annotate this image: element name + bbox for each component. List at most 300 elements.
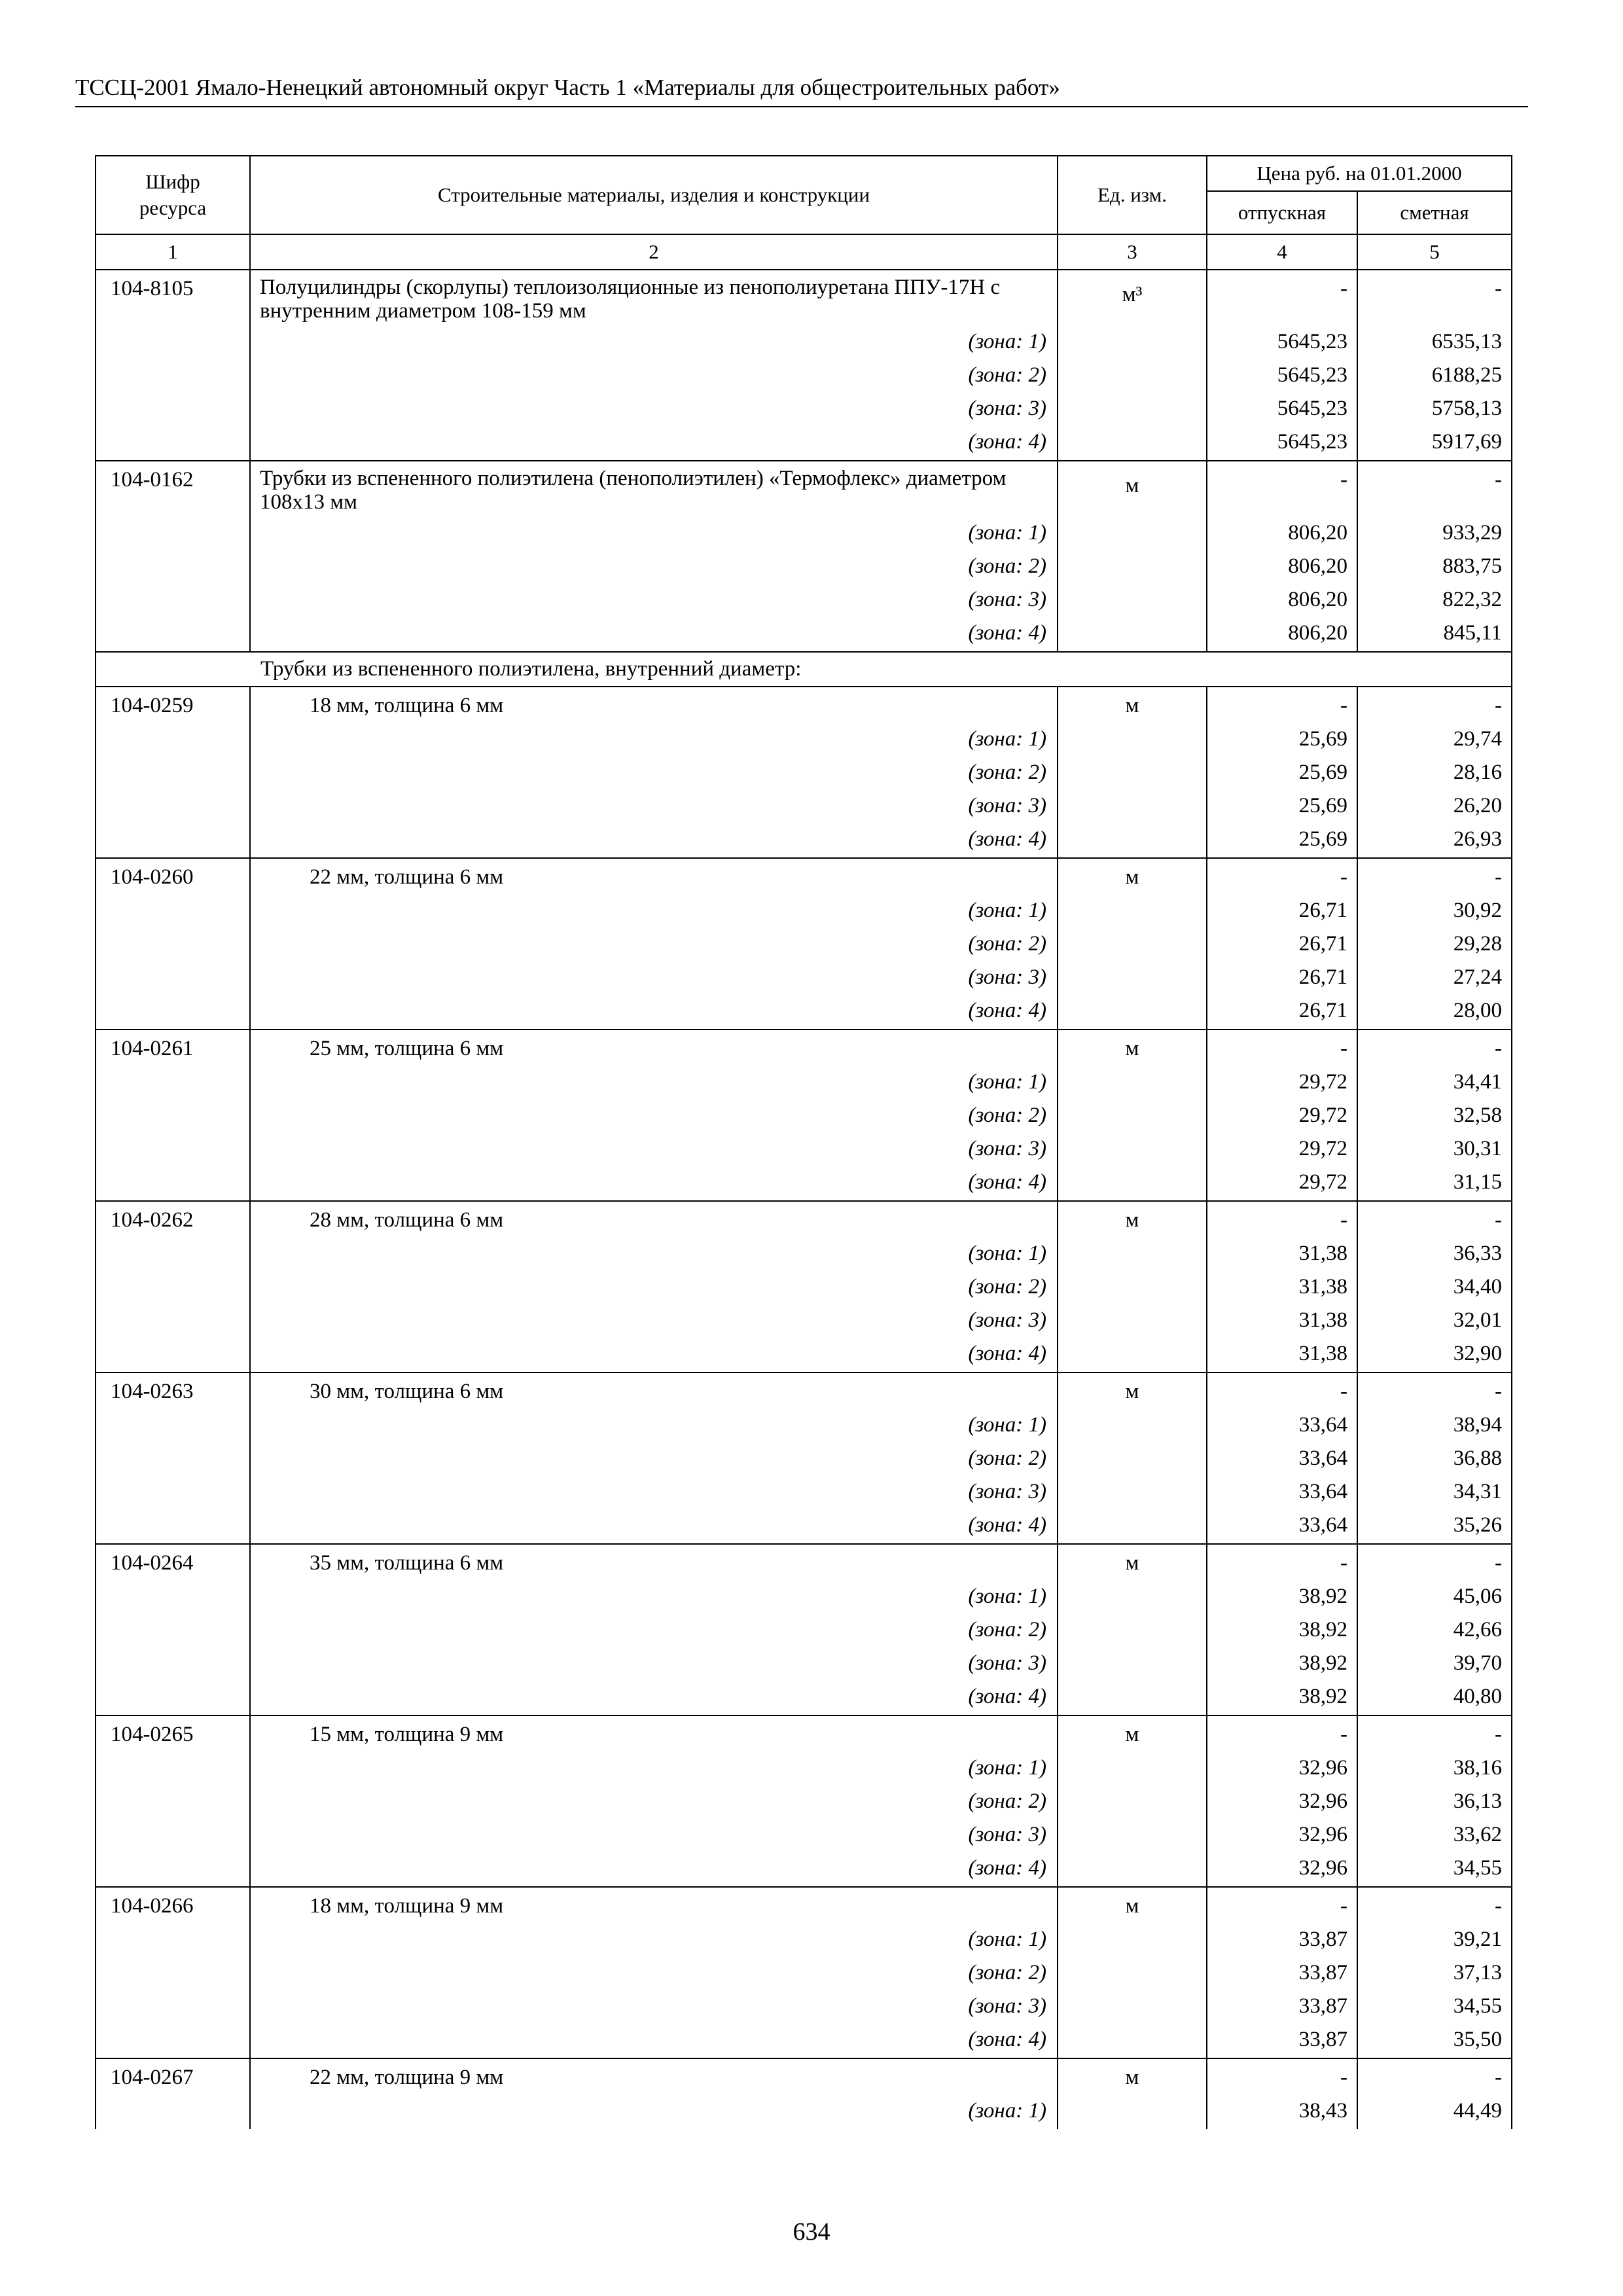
empty-unit-cell <box>1058 1613 1207 1647</box>
material-name: 22 мм, толщина 9 мм <box>250 2058 1058 2094</box>
zone-label: (зона: 1) <box>250 1751 1058 1785</box>
material-name: 22 мм, толщина 6 мм <box>250 858 1058 894</box>
empty-code-cell <box>96 1990 250 2023</box>
release-price: 5645,23 <box>1207 425 1357 461</box>
empty-code-cell <box>96 1475 250 1509</box>
table-row <box>96 1544 1512 1580</box>
empty-unit-cell <box>1058 961 1207 994</box>
table-header <box>96 156 1512 270</box>
group-heading-row <box>96 652 1512 687</box>
resource-code: 104-0265 <box>96 1715 250 1751</box>
zone-row <box>96 1580 1512 1613</box>
release-price: 806,20 <box>1207 516 1357 550</box>
release-price-dash: - <box>1207 2058 1357 2094</box>
empty-unit-cell <box>1058 1066 1207 1099</box>
empty-unit-cell <box>1058 1818 1207 1852</box>
estimate-price: 26,20 <box>1357 789 1512 823</box>
empty-unit-cell <box>1058 1337 1207 1372</box>
zone-row <box>96 1785 1512 1818</box>
zone-row <box>96 1270 1512 1304</box>
zone-row <box>96 1818 1512 1852</box>
estimate-price-dash: - <box>1357 270 1512 325</box>
release-price: 806,20 <box>1207 583 1357 617</box>
empty-code-cell <box>96 1613 250 1647</box>
estimate-price: 35,26 <box>1357 1509 1512 1544</box>
zone-row <box>96 1509 1512 1544</box>
zone-row <box>96 1956 1512 1990</box>
estimate-price-dash: - <box>1357 687 1512 723</box>
estimate-price: 28,00 <box>1357 994 1512 1030</box>
release-price: 32,96 <box>1207 1818 1357 1852</box>
zone-row <box>96 550 1512 583</box>
empty-unit-cell <box>1058 359 1207 392</box>
empty-unit-cell <box>1058 994 1207 1030</box>
empty-unit-cell <box>1058 1166 1207 1201</box>
zone-label: (зона: 1) <box>250 894 1058 927</box>
estimate-price-dash: - <box>1357 1544 1512 1580</box>
unit-of-measure: м <box>1058 1201 1207 1237</box>
zone-row <box>96 1475 1512 1509</box>
release-price-dash: - <box>1207 1715 1357 1751</box>
empty-unit-cell <box>1058 1237 1207 1270</box>
empty-unit-cell <box>1058 583 1207 617</box>
release-price: 32,96 <box>1207 1852 1357 1887</box>
empty-code-cell <box>96 1647 250 1680</box>
material-name: Трубки из вспененного полиэтилена (пенополиэтилен) «Термофлекс» диаметром 108х13 мм <box>250 461 1058 516</box>
unit-of-measure: м³ <box>1058 270 1207 325</box>
zone-label: (зона: 1) <box>250 2094 1058 2129</box>
empty-unit-cell <box>1058 2023 1207 2058</box>
zone-label: (зона: 2) <box>250 1785 1058 1818</box>
zone-row <box>96 325 1512 359</box>
empty-code-cell <box>96 1751 250 1785</box>
empty-unit-cell <box>1058 756 1207 789</box>
empty-unit-cell <box>1058 516 1207 550</box>
zone-label: (зона: 4) <box>250 2023 1058 2058</box>
unit-of-measure: м <box>1058 2058 1207 2094</box>
zone-label: (зона: 4) <box>250 617 1058 652</box>
empty-code-cell <box>96 1408 250 1442</box>
unit-of-measure: м <box>1058 1372 1207 1408</box>
estimate-price-dash: - <box>1357 461 1512 516</box>
zone-label: (зона: 4) <box>250 1337 1058 1372</box>
estimate-price: 34,55 <box>1357 1852 1512 1887</box>
estimate-price: 26,93 <box>1357 823 1512 858</box>
col-price-group-header: Цена руб. на 01.01.2000 <box>1207 156 1512 191</box>
empty-code-cell <box>96 1237 250 1270</box>
zone-row <box>96 617 1512 652</box>
zone-row <box>96 1132 1512 1166</box>
empty-code-cell <box>96 894 250 927</box>
empty-code-cell <box>96 359 250 392</box>
estimate-price-dash: - <box>1357 858 1512 894</box>
unit-of-measure: м <box>1058 687 1207 723</box>
release-price: 25,69 <box>1207 789 1357 823</box>
release-price: 33,64 <box>1207 1442 1357 1475</box>
release-price: 38,92 <box>1207 1580 1357 1613</box>
empty-unit-cell <box>1058 927 1207 961</box>
estimate-price: 36,33 <box>1357 1237 1512 1270</box>
estimate-price: 35,50 <box>1357 2023 1512 2058</box>
zone-label: (зона: 2) <box>250 550 1058 583</box>
table-row <box>96 461 1512 516</box>
zone-row <box>96 1442 1512 1475</box>
empty-code-cell <box>96 1956 250 1990</box>
estimate-price: 28,16 <box>1357 756 1512 789</box>
empty-unit-cell <box>1058 1408 1207 1442</box>
zone-label: (зона: 1) <box>250 325 1058 359</box>
estimate-price-dash: - <box>1357 2058 1512 2094</box>
table-row <box>96 2058 1512 2094</box>
empty-unit-cell <box>1058 1580 1207 1613</box>
zone-row <box>96 789 1512 823</box>
empty-code-cell <box>96 1852 250 1887</box>
release-price-dash: - <box>1207 461 1357 516</box>
table-row <box>96 1715 1512 1751</box>
zone-label: (зона: 3) <box>250 1818 1058 1852</box>
resource-code: 104-0264 <box>96 1544 250 1580</box>
empty-unit-cell <box>1058 1852 1207 1887</box>
zone-row <box>96 961 1512 994</box>
empty-code-cell <box>96 2094 250 2129</box>
empty-code-cell <box>96 1337 250 1372</box>
empty-code-cell <box>96 392 250 425</box>
zone-row <box>96 894 1512 927</box>
col-code-header: Шифр ресурса <box>96 156 250 234</box>
empty-code-cell <box>96 789 250 823</box>
zone-row <box>96 2094 1512 2129</box>
empty-code-cell <box>96 516 250 550</box>
material-name: 18 мм, толщина 6 мм <box>250 687 1058 723</box>
release-price: 31,38 <box>1207 1270 1357 1304</box>
zone-label: (зона: 2) <box>250 359 1058 392</box>
empty-unit-cell <box>1058 1132 1207 1166</box>
release-price: 38,92 <box>1207 1613 1357 1647</box>
release-price: 33,64 <box>1207 1509 1357 1544</box>
zone-label: (зона: 1) <box>250 1066 1058 1099</box>
estimate-price: 822,32 <box>1357 583 1512 617</box>
release-price: 29,72 <box>1207 1099 1357 1132</box>
empty-unit-cell <box>1058 1270 1207 1304</box>
resource-code: 104-0162 <box>96 461 250 516</box>
release-price: 5645,23 <box>1207 392 1357 425</box>
zone-row <box>96 1680 1512 1715</box>
empty-code-cell <box>96 994 250 1030</box>
release-price: 26,71 <box>1207 994 1357 1030</box>
empty-unit-cell <box>1058 1442 1207 1475</box>
zone-label: (зона: 1) <box>250 1923 1058 1956</box>
zone-row <box>96 1613 1512 1647</box>
zone-label: (зона: 3) <box>250 392 1058 425</box>
zone-label: (зона: 1) <box>250 516 1058 550</box>
empty-code-cell <box>96 2023 250 2058</box>
resource-code: 104-0261 <box>96 1030 250 1066</box>
empty-unit-cell <box>1058 425 1207 461</box>
zone-label: (зона: 4) <box>250 1852 1058 1887</box>
estimate-price: 29,28 <box>1357 927 1512 961</box>
estimate-price: 29,74 <box>1357 723 1512 756</box>
estimate-price: 42,66 <box>1357 1613 1512 1647</box>
empty-code-cell <box>96 1680 250 1715</box>
table-row <box>96 858 1512 894</box>
release-price: 33,64 <box>1207 1475 1357 1509</box>
resource-code: 104-0267 <box>96 2058 250 2094</box>
zone-label: (зона: 4) <box>250 425 1058 461</box>
table-row <box>96 1201 1512 1237</box>
empty-code-cell <box>96 617 250 652</box>
zone-label: (зона: 3) <box>250 1475 1058 1509</box>
release-price: 806,20 <box>1207 550 1357 583</box>
zone-label: (зона: 2) <box>250 1956 1058 1990</box>
table-row <box>96 1887 1512 1923</box>
empty-code-cell <box>96 927 250 961</box>
empty-unit-cell <box>1058 1509 1207 1544</box>
empty-unit-cell <box>1058 1751 1207 1785</box>
resource-code: 104-8105 <box>96 270 250 325</box>
release-price: 38,92 <box>1207 1680 1357 1715</box>
empty-unit-cell <box>1058 1923 1207 1956</box>
unit-of-measure: м <box>1058 1030 1207 1066</box>
zone-row <box>96 425 1512 461</box>
empty-unit-cell <box>1058 392 1207 425</box>
zone-label: (зона: 4) <box>250 1680 1058 1715</box>
unit-of-measure: м <box>1058 1887 1207 1923</box>
empty-code-cell <box>96 1066 250 1099</box>
zone-row <box>96 823 1512 858</box>
empty-code-cell <box>96 756 250 789</box>
zone-row <box>96 1337 1512 1372</box>
estimate-price: 38,94 <box>1357 1408 1512 1442</box>
release-price: 31,38 <box>1207 1304 1357 1337</box>
table-body <box>96 270 1512 2129</box>
empty-code-cell <box>96 1580 250 1613</box>
release-price: 33,64 <box>1207 1408 1357 1442</box>
empty-unit-cell <box>1058 823 1207 858</box>
release-price: 33,87 <box>1207 1990 1357 2023</box>
zone-row <box>96 1990 1512 2023</box>
release-price-dash: - <box>1207 687 1357 723</box>
zone-label: (зона: 3) <box>250 1990 1058 2023</box>
estimate-price-dash: - <box>1357 1030 1512 1066</box>
zone-row <box>96 1304 1512 1337</box>
estimate-price-dash: - <box>1357 1715 1512 1751</box>
unit-of-measure: м <box>1058 1544 1207 1580</box>
empty-unit-cell <box>1058 550 1207 583</box>
zone-row <box>96 1099 1512 1132</box>
unit-of-measure: м <box>1058 461 1207 516</box>
zone-row <box>96 1923 1512 1956</box>
estimate-price-dash: - <box>1357 1201 1512 1237</box>
empty-unit-cell <box>1058 325 1207 359</box>
release-price-dash: - <box>1207 1030 1357 1066</box>
release-price: 38,92 <box>1207 1647 1357 1680</box>
group-heading: Трубки из вспененного полиэтилена, внутренний диаметр: <box>96 652 1512 687</box>
estimate-price: 39,70 <box>1357 1647 1512 1680</box>
zone-label: (зона: 4) <box>250 1166 1058 1201</box>
zone-row <box>96 583 1512 617</box>
empty-code-cell <box>96 1166 250 1201</box>
table-row <box>96 687 1512 723</box>
page-number: 634 <box>793 2218 830 2246</box>
estimate-price: 34,55 <box>1357 1990 1512 2023</box>
zone-row <box>96 756 1512 789</box>
empty-unit-cell <box>1058 1647 1207 1680</box>
empty-code-cell <box>96 1099 250 1132</box>
estimate-price-dash: - <box>1357 1887 1512 1923</box>
material-name: 30 мм, толщина 6 мм <box>250 1372 1058 1408</box>
empty-code-cell <box>96 425 250 461</box>
empty-unit-cell <box>1058 2094 1207 2129</box>
estimate-price: 27,24 <box>1357 961 1512 994</box>
zone-label: (зона: 1) <box>250 1408 1058 1442</box>
empty-code-cell <box>96 1923 250 1956</box>
estimate-price: 32,01 <box>1357 1304 1512 1337</box>
empty-unit-cell <box>1058 723 1207 756</box>
release-price: 5645,23 <box>1207 359 1357 392</box>
col-unit-header: Ед. изм. <box>1058 156 1207 234</box>
running-header: ТССЦ-2001 Ямало-Ненецкий автономный округ Часть 1 «Материалы для общестроительных работ» <box>75 73 1528 107</box>
estimate-price: 32,90 <box>1357 1337 1512 1372</box>
col-number-3: 3 <box>1058 234 1207 270</box>
release-price: 29,72 <box>1207 1166 1357 1201</box>
col-estimate-price-header: сметная <box>1357 191 1512 234</box>
zone-row <box>96 927 1512 961</box>
zone-label: (зона: 3) <box>250 1132 1058 1166</box>
empty-code-cell <box>96 1818 250 1852</box>
zone-label: (зона: 3) <box>250 1647 1058 1680</box>
col-release-price-header: отпускная <box>1207 191 1357 234</box>
empty-code-cell <box>96 1270 250 1304</box>
zone-label: (зона: 1) <box>250 723 1058 756</box>
empty-unit-cell <box>1058 1956 1207 1990</box>
zone-label: (зона: 2) <box>250 1099 1058 1132</box>
release-price: 33,87 <box>1207 1923 1357 1956</box>
material-name: 25 мм, толщина 6 мм <box>250 1030 1058 1066</box>
zone-row <box>96 392 1512 425</box>
estimate-price: 34,31 <box>1357 1475 1512 1509</box>
release-price: 32,96 <box>1207 1751 1357 1785</box>
estimate-price: 44,49 <box>1357 2094 1512 2129</box>
table-row <box>96 1030 1512 1066</box>
resource-code: 104-0263 <box>96 1372 250 1408</box>
estimate-price: 37,13 <box>1357 1956 1512 1990</box>
empty-code-cell <box>96 823 250 858</box>
release-price: 31,38 <box>1207 1337 1357 1372</box>
estimate-price: 30,31 <box>1357 1132 1512 1166</box>
release-price: 25,69 <box>1207 756 1357 789</box>
col-name-header: Строительные материалы, изделия и конструкции <box>250 156 1058 234</box>
zone-label: (зона: 3) <box>250 1304 1058 1337</box>
material-name: Полуцилиндры (скорлупы) теплоизоляционные из пенополиуретана ППУ-17Н с внутренним диаметром 108-159 мм <box>250 270 1058 325</box>
estimate-price: 5758,13 <box>1357 392 1512 425</box>
table-row <box>96 270 1512 325</box>
empty-unit-cell <box>1058 789 1207 823</box>
zone-row <box>96 1647 1512 1680</box>
estimate-price: 38,16 <box>1357 1751 1512 1785</box>
zone-row <box>96 359 1512 392</box>
zone-label: (зона: 3) <box>250 583 1058 617</box>
release-price-dash: - <box>1207 1887 1357 1923</box>
estimate-price: 36,88 <box>1357 1442 1512 1475</box>
zone-label: (зона: 3) <box>250 789 1058 823</box>
zone-row <box>96 1166 1512 1201</box>
table-row <box>96 1372 1512 1408</box>
empty-unit-cell <box>1058 1475 1207 1509</box>
estimate-price: 933,29 <box>1357 516 1512 550</box>
zone-row <box>96 994 1512 1030</box>
price-table <box>95 155 1512 2129</box>
release-price-dash: - <box>1207 270 1357 325</box>
estimate-price: 6188,25 <box>1357 359 1512 392</box>
zone-label: (зона: 3) <box>250 961 1058 994</box>
estimate-price: 6535,13 <box>1357 325 1512 359</box>
empty-unit-cell <box>1058 1990 1207 2023</box>
resource-code: 104-0260 <box>96 858 250 894</box>
zone-label: (зона: 4) <box>250 994 1058 1030</box>
resource-code: 104-0262 <box>96 1201 250 1237</box>
estimate-price-dash: - <box>1357 1372 1512 1408</box>
unit-of-measure: м <box>1058 1715 1207 1751</box>
zone-label: (зона: 2) <box>250 927 1058 961</box>
zone-row <box>96 516 1512 550</box>
zone-label: (зона: 1) <box>250 1237 1058 1270</box>
empty-code-cell <box>96 583 250 617</box>
zone-row <box>96 1066 1512 1099</box>
empty-code-cell <box>96 550 250 583</box>
empty-code-cell <box>96 325 250 359</box>
zone-label: (зона: 2) <box>250 1442 1058 1475</box>
release-price: 25,69 <box>1207 823 1357 858</box>
release-price: 26,71 <box>1207 927 1357 961</box>
estimate-price: 845,11 <box>1357 617 1512 652</box>
zone-label: (зона: 2) <box>250 1613 1058 1647</box>
empty-code-cell <box>96 723 250 756</box>
release-price: 31,38 <box>1207 1237 1357 1270</box>
estimate-price: 883,75 <box>1357 550 1512 583</box>
empty-unit-cell <box>1058 1680 1207 1715</box>
resource-code: 104-0266 <box>96 1887 250 1923</box>
col-number-1: 1 <box>96 234 250 270</box>
empty-code-cell <box>96 1304 250 1337</box>
estimate-price: 5917,69 <box>1357 425 1512 461</box>
material-name: 15 мм, толщина 9 мм <box>250 1715 1058 1751</box>
estimate-price: 34,40 <box>1357 1270 1512 1304</box>
release-price: 26,71 <box>1207 961 1357 994</box>
zone-row <box>96 1751 1512 1785</box>
release-price-dash: - <box>1207 1201 1357 1237</box>
estimate-price: 45,06 <box>1357 1580 1512 1613</box>
zone-label: (зона: 4) <box>250 1509 1058 1544</box>
release-price: 33,87 <box>1207 1956 1357 1990</box>
estimate-price: 33,62 <box>1357 1818 1512 1852</box>
release-price: 5645,23 <box>1207 325 1357 359</box>
zone-label: (зона: 2) <box>250 756 1058 789</box>
empty-code-cell <box>96 1509 250 1544</box>
zone-row <box>96 1237 1512 1270</box>
empty-unit-cell <box>1058 1785 1207 1818</box>
col-number-2: 2 <box>250 234 1058 270</box>
release-price-dash: - <box>1207 1544 1357 1580</box>
empty-unit-cell <box>1058 894 1207 927</box>
resource-code: 104-0259 <box>96 687 250 723</box>
release-price: 806,20 <box>1207 617 1357 652</box>
empty-unit-cell <box>1058 1304 1207 1337</box>
zone-label: (зона: 4) <box>250 823 1058 858</box>
zone-row <box>96 723 1512 756</box>
estimate-price: 31,15 <box>1357 1166 1512 1201</box>
material-name: 18 мм, толщина 9 мм <box>250 1887 1058 1923</box>
col-number-5: 5 <box>1357 234 1512 270</box>
